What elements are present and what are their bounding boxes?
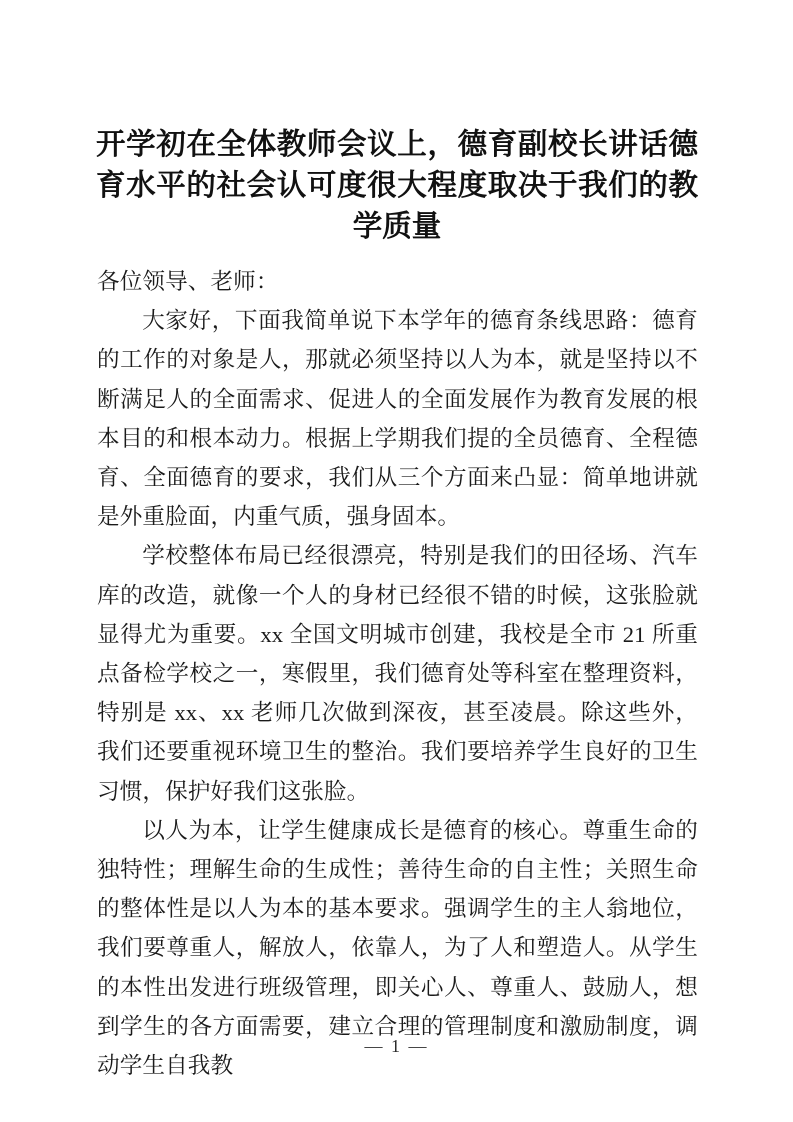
paragraph-2: 学校整体布局已经很漂亮，特别是我们的田径场、汽车库的改造，就像一个人的身材已经很不错的时候，这张脸就显得尤为重要。xx 全国文明城市创建，我校是全市 21 所重点备检学校之一，寒假里，我们德育处等科室在整理资料，特别是 xx、xx 老师几次做到深夜，甚至凌晨。除这些外，我们还要重视环境卫生的整治。我们要培养学生良好的卫生习惯，保护好我们这张脸。	[97, 543, 698, 804]
page-number-footer: — 1 —	[364, 1036, 429, 1056]
paragraph-1: 大家好，下面我简单说下本学年的德育条线思路：德育的工作的对象是人，那就必须坚持以人为本，就是坚持以不断满足人的全面需求、促进人的全面发展作为教育发展的根本目的和根本动力。根据上学期我们提的全员德育、全程德育、全面德育的要求，我们从三个方面来凸显：简单地讲就是外重脸面，内重气质，强身固本。	[97, 308, 698, 530]
document-body	[97, 262, 698, 1085]
paragraph-salutation: 各位领导、老师：	[97, 269, 279, 294]
page-title: 开学初在全体教师会议上，德育副校长讲话德育水平的社会认可度很大程度取决于我们的教学质量	[96, 126, 698, 243]
paragraph-3: 以人为本，让学生健康成长是德育的核心。尊重生命的独特性；理解生命的生成性；善待生命的自主性；关照生命的整体性是以人为本的基本要求。强调学生的主人翁地位，我们要尊重人，解放人，依靠人，为了人和塑造人。从学生的本性出发进行班级管理，即关心人、尊重人、鼓励人，想到学生的各方面需要，建立合理的管理制度和激励制度，调动学生自我教	[97, 817, 698, 1079]
